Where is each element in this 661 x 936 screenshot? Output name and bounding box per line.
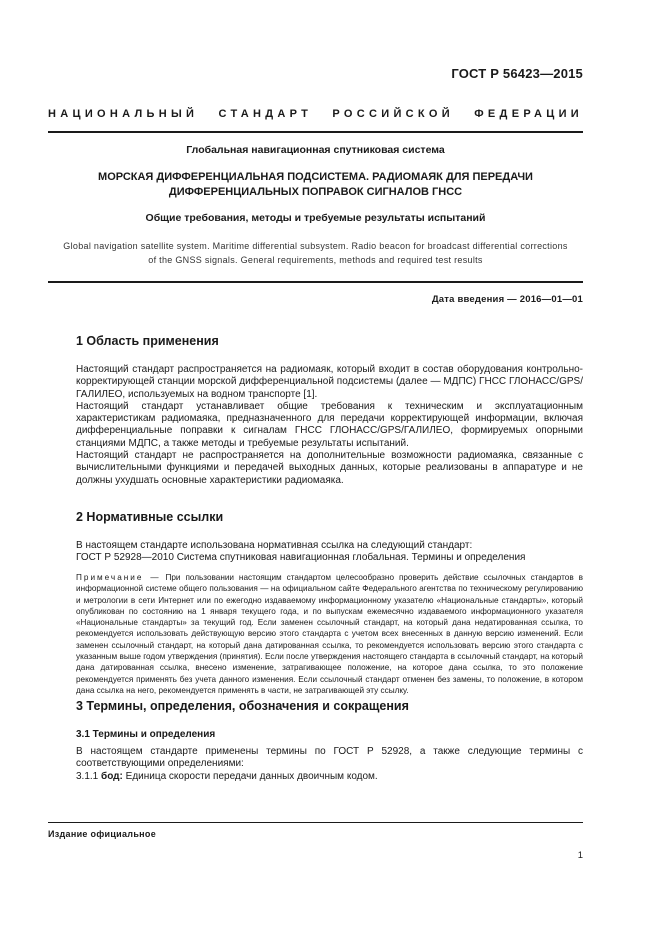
footer-divider <box>48 822 583 823</box>
paragraph: В настоящем стандарте использована нормативная ссылка на следующий стандарт: <box>76 540 473 551</box>
term-definition <box>76 771 583 783</box>
section-1-heading: 1 Область применения <box>76 334 219 348</box>
document-number: ГОСТ Р 56423—2015 <box>451 66 583 81</box>
note-lead: Примечание — <box>76 573 161 582</box>
section-1-body <box>76 364 583 487</box>
term: бод: <box>101 770 123 782</box>
paragraph: В настоящем стандарте применены термины по ГОСТ Р 52928, а также следующие термины с соответствующими определениями: <box>76 746 583 770</box>
english-title <box>48 239 583 267</box>
national-standard-banner <box>48 108 583 120</box>
header-divider <box>48 131 583 133</box>
title-divider <box>48 281 583 283</box>
section-2-heading: 2 Нормативные ссылки <box>76 510 224 524</box>
section-2-body <box>76 540 583 565</box>
page-number: 1 <box>577 850 583 861</box>
main-title-line: МОРСКАЯ ДИФФЕРЕНЦИАЛЬНАЯ ПОДСИСТЕМА. РАДИОМАЯК ДЛЯ ПЕРЕДАЧИ <box>98 171 533 183</box>
edition-label: Издание официальное <box>48 829 157 839</box>
note-text: При пользовании настоящим стандартом целесообразно проверить действие ссылочных стандартов в информационной системе общего пользования — на официальном сайте Федерального агентства по техническому регулированию и метрологии в сети Интернет или по ежегодно издаваемому информационному указателю «Национальные стандарты», который опубликован по состоянию на 1 января текущего года, и по выпускам ежемесячно издаваемого информационного указателя «Национальные стандарты» за текущий год. Если заменен ссылочный стандарт, на который дана недатированная ссылка, то рекомендуется использовать действующую версию этого стандарта с учетом всех внесенных в данную версию изменений. Если заменен ссылочный стандарт, на который дана датированная ссылка, то рекомендуется использовать версию этого стандарта с указанным выше годом утверждения (принятия). Если после утверждения настоящего стандарта в ссылочный стандарт, на который дана датированная ссылка, внесено изменение, затрагивающее положение, на которое дана ссылка, то это положение рекомендуется применять без учета данного изменения. Если ссылочный стандарт отменен без замены, то положение, в котором дана ссылка на него, рекомендуется применять в части, не затрагивающей эту ссылку. <box>76 573 583 695</box>
english-title-line: of the GNSS signals. General requirements, methods and required test results <box>148 255 483 265</box>
banner-word: НАЦИОНАЛЬНЫЙ <box>48 108 199 120</box>
paragraph: Настоящий стандарт не распространяется на дополнительные возможности радиомаяка, связанные с вычислительными функциями и передачей выходных данных, которые реализованы в аппаратуре и не должны ухудшать основные характеристики радиомаяка. <box>76 450 583 486</box>
banner-word: СТАНДАРТ <box>218 108 313 120</box>
term-text: Единица скорости передачи данных двоичным кодом. <box>122 770 378 782</box>
section-3-heading: 3 Термины, определения, обозначения и сокращения <box>76 699 409 713</box>
paragraph: Настоящий стандарт распространяется на радиомаяк, который входит в состав оборудования контрольно-корректирующей станции морской дифференциальной подсистемы (далее — МДПС) ГНСС ГЛОНАСС/GPS/ГАЛИЛЕО, используемых на водном транспорте [1]. <box>76 364 583 400</box>
reference-note <box>76 572 583 696</box>
english-title-line: Global navigation satellite system. Maritime differential subsystem. Radio beacon for broadcast differential corrections <box>63 241 568 251</box>
sub-title: Общие требования, методы и требуемые результаты испытаний <box>145 212 486 224</box>
term-number: 3.1.1 <box>76 770 102 782</box>
effective-date: Дата введения — 2016—01—01 <box>431 294 583 305</box>
reference-entry: ГОСТ Р 52928—2010 Система спутниковая навигационная глобальная. Термины и определения <box>76 552 526 564</box>
paragraph: Настоящий стандарт устанавливает общие требования к техническим и эксплуатационным характеристикам радиомаяка, предназначенного для передачи корректирующей информации, включая дифференциальные поправки к сигналам ГНСС ГЛОНАСС/GPS/ГАЛИЛЕО, формируемых опорными станциями МДПС, а также методы и требуемые результаты испытаний. <box>76 400 583 449</box>
section-3-body <box>76 746 583 783</box>
banner-word: ФЕДЕРАЦИИ <box>474 108 583 120</box>
main-title-line: ДИФФЕРЕНЦИАЛЬНЫХ ПОПРАВОК СИГНАЛОВ ГНСС <box>168 186 463 198</box>
system-title: Глобальная навигационная спутниковая система <box>186 144 445 156</box>
main-title <box>48 170 583 200</box>
subsection-3-1-heading: 3.1 Термины и определения <box>76 729 216 740</box>
banner-word: РОССИЙСКОЙ <box>332 108 454 120</box>
